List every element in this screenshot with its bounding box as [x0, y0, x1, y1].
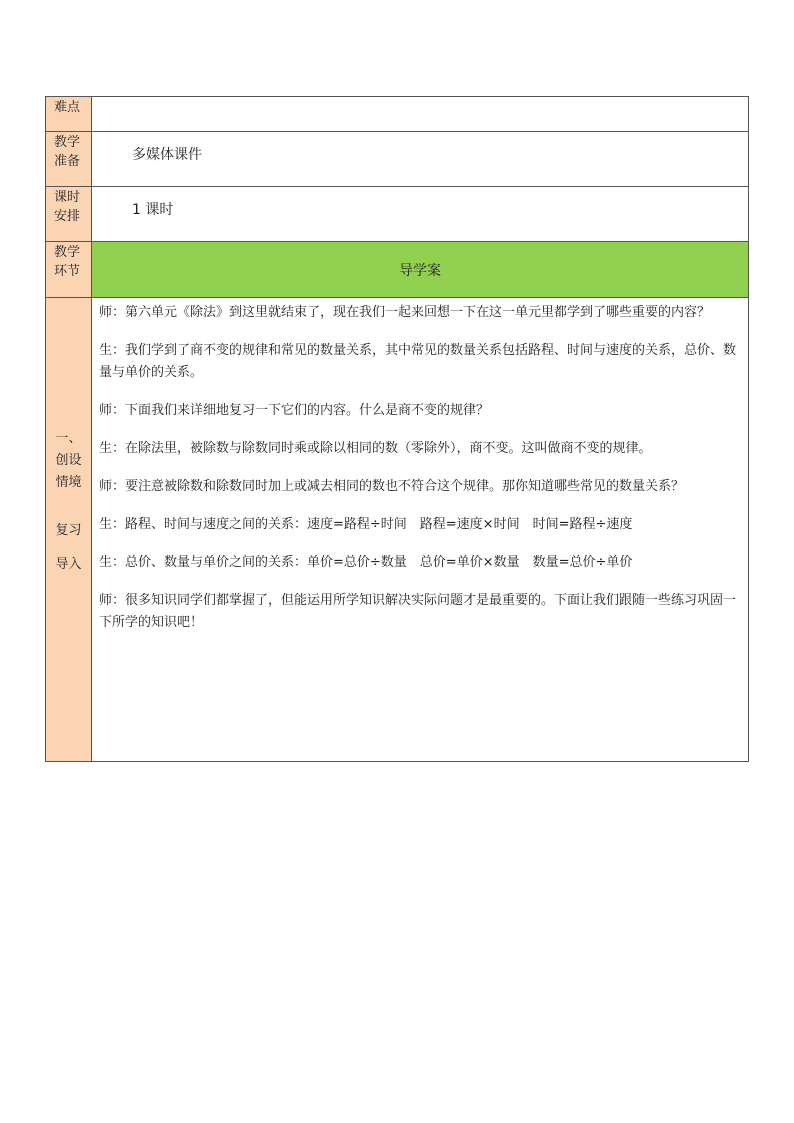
intro-label-line: 一、 — [55, 431, 82, 446]
intro-label-line: 情境 — [55, 475, 82, 490]
dialogue-content — [92, 298, 748, 634]
dialogue-paragraph: 生：我们学到了商不变的规律和常见的数量关系，其中常见的数量关系包括路程、时间与速度的关系，总价、数量与单价的关系。 — [99, 343, 737, 380]
intro-row — [46, 298, 749, 762]
section-title: 导学案 — [399, 262, 441, 279]
intro-label-line: 导入 — [55, 557, 82, 572]
section-label-line2: 环节 — [54, 264, 81, 279]
section-header-row — [46, 242, 749, 298]
preparation-value-cell — [92, 132, 749, 187]
difficulty-value — [92, 97, 748, 111]
intro-label-cell — [46, 298, 92, 762]
schedule-label-line2: 安排 — [54, 209, 81, 224]
dialogue-paragraph: 师：第六单元《除法》到这里就结束了，现在我们一起来回想一下在这一单元里都学到了哪些重要的内容？ — [99, 305, 711, 320]
schedule-label-cell — [46, 187, 92, 242]
difficulty-label-cell — [46, 97, 92, 132]
preparation-label-line2: 准备 — [54, 154, 81, 169]
preparation-value: 多媒体课件 — [132, 147, 202, 163]
intro-content-cell — [92, 298, 749, 762]
difficulty-row — [46, 97, 749, 132]
schedule-value: 1 课时 — [132, 202, 174, 218]
section-label-cell — [46, 242, 92, 298]
dialogue-paragraph: 师：要注意被除数和除数同时加上或减去相同的数也不符合这个规律。那你知道哪些常见的数量关系？ — [99, 479, 685, 494]
section-title-cell — [92, 242, 749, 298]
intro-label-line: 复习 — [55, 523, 82, 538]
preparation-label-cell — [46, 132, 92, 187]
difficulty-value-cell — [92, 97, 749, 132]
section-label-line1: 教学 — [54, 245, 81, 260]
intro-label — [46, 298, 91, 576]
difficulty-label: 难点 — [54, 100, 81, 115]
lesson-plan-table — [45, 96, 749, 762]
dialogue-paragraph: 生：在除法里，被除数与除数同时乘或除以相同的数（零除外），商不变。这叫做商不变的规律。 — [99, 441, 652, 456]
preparation-label-line1: 教学 — [54, 135, 81, 150]
preparation-row — [46, 132, 749, 187]
schedule-row — [46, 187, 749, 242]
dialogue-paragraph: 生：路程、时间与速度之间的关系：速度=路程÷时间 路程=速度×时间 时间=路程÷速度 — [99, 517, 633, 532]
dialogue-paragraph: 师：下面我们来详细地复习一下它们的内容。什么是商不变的规律？ — [99, 403, 490, 418]
dialogue-paragraph: 师：很多知识同学们都掌握了，但能运用所学知识解决实际问题才是最重要的。下面让我们跟随一些练习巩固一下所学的知识吧！ — [99, 593, 737, 630]
dialogue-paragraph: 生：总价、数量与单价之间的关系：单价=总价÷数量 总价=单价×数量 数量=总价÷单价 — [99, 555, 633, 570]
schedule-value-cell — [92, 187, 749, 242]
schedule-label-line1: 课时 — [54, 190, 81, 205]
intro-label-line: 创设 — [55, 453, 82, 468]
